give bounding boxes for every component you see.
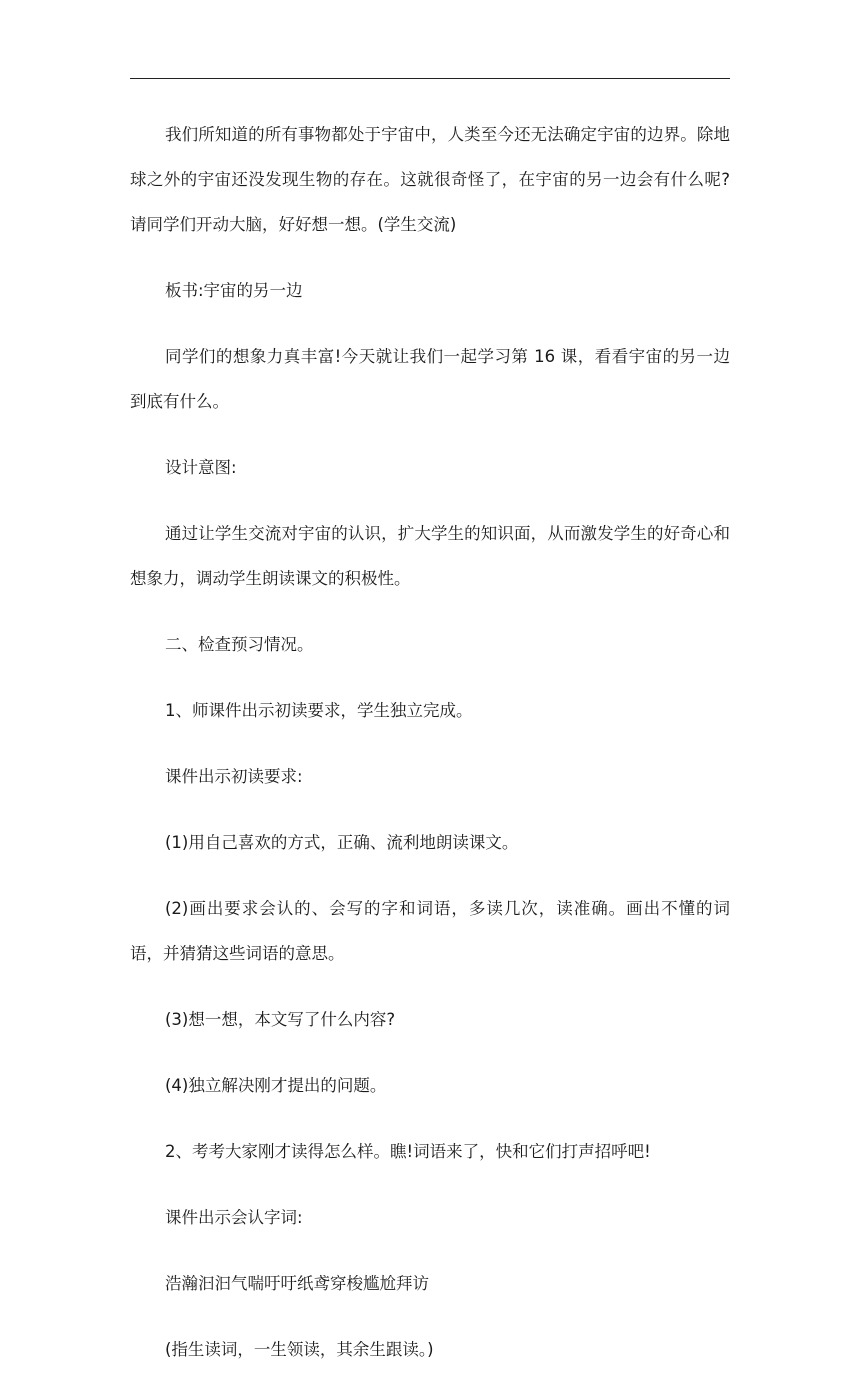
paragraph-design-intent: 通过让学生交流对宇宙的认识，扩大学生的知识面，从而激发学生的好奇心和想象力，调动学生朗读课文的积极性。: [130, 524, 730, 588]
paragraph-blackboard: 板书:宇宙的另一边: [165, 281, 303, 300]
paragraph-vocabulary-heading: 课件出示会认字词:: [165, 1208, 303, 1227]
document-body: [130, 112, 730, 1393]
paragraph-requirement-1: (1)用自己喜欢的方式，正确、流利地朗读课文。: [165, 833, 519, 852]
paragraph-intro: 我们所知道的所有事物都处于宇宙中，人类至今还无法确定宇宙的边界。除地球之外的宇宙还没发现生物的存在。这就很奇怪了，在宇宙的另一边会有什么呢?请同学们开动大脑，好好想一想。(学生交流): [130, 125, 730, 234]
paragraph-requirement-3: (3)想一想，本文写了什么内容?: [165, 1010, 396, 1029]
paragraph-step-2: 2、考考大家刚才读得怎么样。瞧!词语来了，快和它们打声招呼吧!: [165, 1142, 651, 1161]
paragraph-reading-note: (指生读词，一生领读，其余生跟读。): [165, 1340, 434, 1359]
paragraph-requirement-4: (4)独立解决刚才提出的问题。: [165, 1076, 387, 1095]
paragraph-vocabulary-words: 浩瀚汩汩气喘吁吁纸鸢穿梭尴尬拜访: [165, 1274, 429, 1293]
paragraph-design-intent-heading: 设计意图:: [165, 458, 237, 477]
paragraph-lesson-intro: 同学们的想象力真丰富!今天就让我们一起学习第 16 课，看看宇宙的另一边到底有什么。: [130, 347, 730, 411]
paragraph-reading-requirements-heading: 课件出示初读要求:: [165, 767, 303, 786]
paragraph-step-1: 1、师课件出示初读要求，学生独立完成。: [165, 701, 473, 720]
header-rule: [130, 78, 730, 79]
section-heading-preview-check: 二、检查预习情况。: [165, 635, 314, 654]
paragraph-requirement-2: (2)画出要求会认的、会写的字和词语，多读几次，读准确。画出不懂的词语，并猜猜这些词语的意思。: [130, 899, 730, 963]
